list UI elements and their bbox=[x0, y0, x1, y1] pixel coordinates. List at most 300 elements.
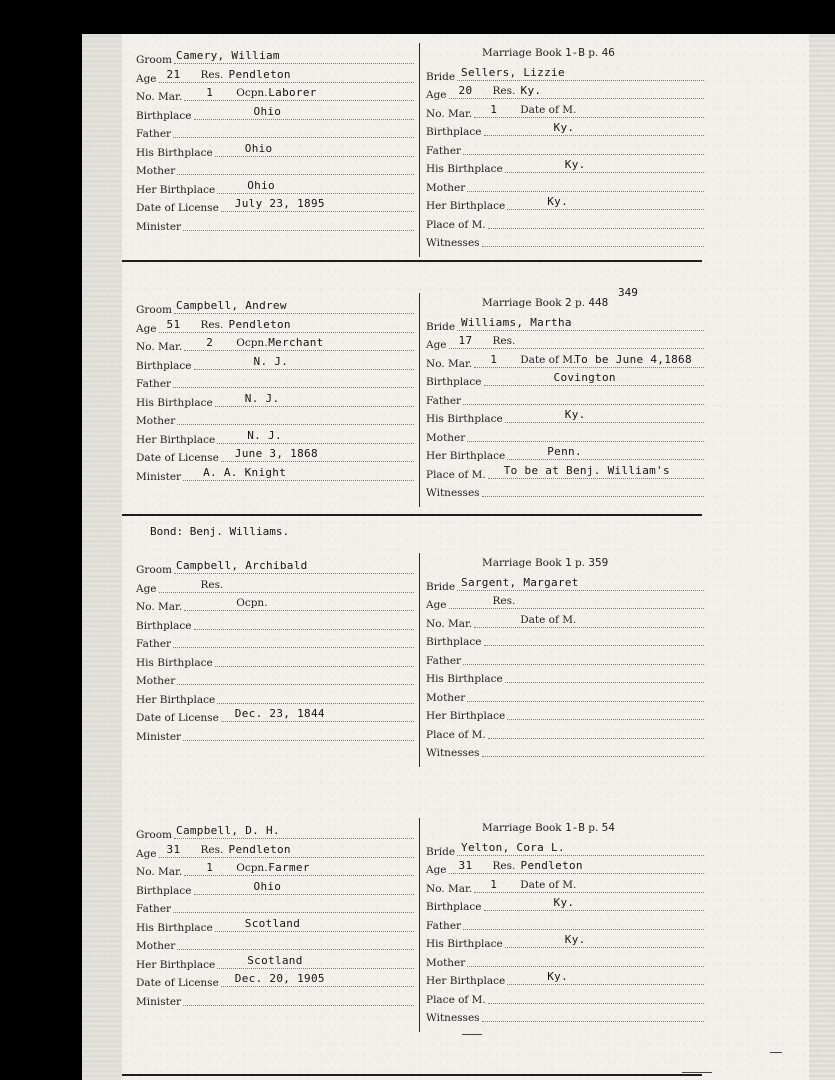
groom-his-birthplace-field-label: His Birthplace bbox=[136, 921, 213, 934]
groom-no-mar: 1 bbox=[206, 861, 214, 874]
groom-name-field-leader bbox=[174, 561, 414, 574]
bride-mother-field-leader bbox=[467, 689, 704, 702]
bride-his-birthplace-field bbox=[426, 160, 704, 175]
groom-res-value: Pendleton bbox=[228, 842, 291, 856]
bride-her-birthplace: Penn. bbox=[547, 445, 582, 458]
groom-ocpn-value: Laborer bbox=[268, 86, 317, 99]
groom-his-birthplace-field-label: His Birthplace bbox=[136, 396, 213, 409]
bride-witnesses-field-label: Witnesses bbox=[426, 487, 480, 499]
marriage-book-label: Marriage Book bbox=[482, 557, 566, 569]
bride-res-label: Res. bbox=[492, 595, 516, 607]
bride-birthplace-field-label: Birthplace bbox=[426, 901, 482, 913]
groom-mother-field-label: Mother bbox=[136, 165, 176, 177]
groom-birthplace-field-label: Birthplace bbox=[136, 619, 192, 632]
bride-birthplace-field-label: Birthplace bbox=[426, 376, 482, 388]
groom-no-mar-field-label: No. Mar. bbox=[136, 91, 183, 103]
bride-his-birthplace-field-leader bbox=[505, 935, 704, 948]
bride-no-mar-field-label: No. Mar. bbox=[426, 357, 473, 370]
groom-age-field-label: Age bbox=[136, 322, 157, 335]
bride-no-mar-field-label: No. Mar. bbox=[426, 882, 473, 895]
bride-name-field bbox=[426, 315, 704, 333]
marriage-book-page: 359 bbox=[588, 556, 609, 569]
bride-place-of-m-field bbox=[426, 991, 704, 1006]
bride-mother-field bbox=[426, 689, 704, 704]
bride-place-of-m-field bbox=[426, 726, 704, 741]
bride-father-field-label: Father bbox=[426, 654, 462, 667]
groom-date-of-license-field-leader bbox=[221, 449, 414, 462]
groom-ocpn-label: Ocpn. bbox=[236, 337, 268, 349]
bride-father-field bbox=[426, 392, 704, 407]
bride-her-birthplace-field bbox=[426, 447, 704, 462]
groom-mother-field-leader bbox=[177, 162, 414, 175]
bride-her-birthplace-field-leader bbox=[507, 447, 704, 460]
bride-birthplace-field-leader bbox=[484, 898, 704, 911]
bride-mother-field-label: Mother bbox=[426, 956, 466, 969]
bride-name: Williams, Martha bbox=[461, 315, 572, 329]
bride-place-of-m-field-label: Place of M. bbox=[426, 468, 486, 481]
bride-name-field-label: Bride bbox=[426, 70, 456, 83]
groom-mother-field bbox=[136, 412, 414, 427]
groom-minister-field bbox=[136, 465, 414, 483]
groom-his-birthplace-field bbox=[136, 654, 414, 669]
bride-witnesses-field-label: Witnesses bbox=[426, 237, 480, 249]
groom-res-label: Res. bbox=[200, 578, 224, 591]
groom-name-field-leader bbox=[174, 51, 414, 64]
column-separator bbox=[419, 43, 420, 257]
marriage-book-label: Marriage Book bbox=[482, 822, 566, 834]
column-separator bbox=[419, 818, 420, 1032]
bride-her-birthplace-field bbox=[426, 972, 704, 987]
groom-her-birthplace-field-label: Her Birthplace bbox=[136, 958, 216, 971]
groom-no-mar-field-leader bbox=[184, 598, 414, 611]
bride-no-mar: 1 bbox=[490, 102, 498, 116]
groom-her-birthplace-field bbox=[136, 691, 414, 706]
groom-date-of-license-field bbox=[136, 974, 414, 989]
bride-his-birthplace-field-leader bbox=[505, 670, 704, 683]
bride-witnesses-field-label: Witnesses bbox=[426, 747, 480, 759]
groom-name: Campbell, Archibald bbox=[176, 559, 308, 572]
bride-place-of-m-field bbox=[426, 216, 704, 231]
bride-name-field-leader bbox=[457, 575, 704, 591]
groom-minister: A. A. Knight bbox=[203, 465, 287, 479]
groom-no-mar-field bbox=[136, 88, 414, 103]
marriage-book-number: 1-B bbox=[565, 46, 585, 59]
bride-name: Sellers, Lizzie bbox=[461, 65, 565, 79]
bride-witnesses-field-leader bbox=[482, 234, 704, 247]
bride-no-mar-field-leader bbox=[474, 102, 704, 118]
record-divider bbox=[122, 514, 702, 516]
bride-name-field-leader bbox=[457, 840, 704, 856]
bride-mother-field bbox=[426, 429, 704, 444]
groom-name-field bbox=[136, 51, 414, 66]
bride-place-of-m-field-leader bbox=[488, 463, 704, 479]
groom-res-label: Res. bbox=[200, 843, 224, 856]
groom-no-mar-field-label: No. Mar. bbox=[136, 866, 183, 878]
groom-his-birthplace-field-leader bbox=[215, 391, 414, 407]
record-divider bbox=[122, 1074, 702, 1076]
groom-ocpn-value: Farmer bbox=[268, 861, 310, 874]
groom-mother-field-label: Mother bbox=[136, 940, 176, 952]
bride-age-field-leader bbox=[449, 336, 704, 349]
groom-birthplace-field-leader bbox=[194, 879, 414, 895]
groom-father-field bbox=[136, 900, 414, 915]
bride-birthplace-field-label: Birthplace bbox=[426, 636, 482, 648]
bride-his-birthplace-field bbox=[426, 935, 704, 950]
bride-birthplace-field bbox=[426, 633, 704, 648]
groom-res-label: Res. bbox=[200, 68, 224, 81]
groom-father-field-label: Father bbox=[136, 378, 172, 390]
groom-her-birthplace-field-leader bbox=[217, 691, 414, 704]
record-divider bbox=[122, 260, 702, 262]
groom-birthplace: N. J. bbox=[253, 354, 289, 368]
bride-no-mar-field bbox=[426, 877, 704, 895]
bride-mother-field-label: Mother bbox=[426, 431, 466, 444]
groom-age-field-label: Age bbox=[136, 72, 157, 85]
marriage-book-header bbox=[482, 47, 615, 59]
bride-place-of-m-field-leader bbox=[488, 991, 704, 1004]
groom-birthplace-field bbox=[136, 879, 414, 897]
bride-place-of-m-field-label: Place of M. bbox=[426, 993, 486, 1006]
bride-her-birthplace: Ky. bbox=[547, 195, 569, 208]
marriage-book-number: 1-B bbox=[565, 821, 585, 834]
groom-date-of-license-field bbox=[136, 709, 414, 724]
bride-mother-field-label: Mother bbox=[426, 691, 466, 704]
groom-her-birthplace-field bbox=[136, 428, 414, 446]
bride-place-of-m-field bbox=[426, 463, 704, 481]
bride-birthplace-field-label: Birthplace bbox=[426, 126, 482, 138]
bride-birthplace: Ky. bbox=[553, 896, 575, 909]
groom-minister-field-label: Minister bbox=[136, 220, 182, 233]
groom-date-of-license-field-label: Date of License bbox=[136, 452, 219, 464]
groom-father-field-leader bbox=[173, 900, 414, 913]
marriage-book-page: 46 bbox=[601, 46, 615, 59]
groom-his-birthplace-field-label: His Birthplace bbox=[136, 656, 213, 669]
bride-name-field-leader bbox=[457, 315, 704, 331]
scan-mark bbox=[682, 1072, 712, 1073]
bride-no-mar-field bbox=[426, 102, 704, 120]
marriage-book-header bbox=[482, 822, 615, 834]
bride-age-field bbox=[426, 861, 704, 876]
groom-minister-field bbox=[136, 728, 414, 743]
bride-his-birthplace-field-leader bbox=[505, 160, 704, 173]
bride-res-label: Res. bbox=[492, 85, 516, 97]
bride-father-field-leader bbox=[463, 142, 704, 155]
bride-mother-field-leader bbox=[467, 429, 704, 442]
marriage-book-label: Marriage Book bbox=[482, 47, 566, 59]
groom-minister-field-label: Minister bbox=[136, 995, 182, 1008]
bride-name-field-label: Bride bbox=[426, 580, 456, 593]
bride-her-birthplace-field-label: Her Birthplace bbox=[426, 200, 506, 212]
bride-name-field bbox=[426, 575, 704, 593]
groom-father-field bbox=[136, 375, 414, 390]
groom-father-field-label: Father bbox=[136, 638, 172, 650]
bride-her-birthplace-field-leader bbox=[507, 707, 704, 720]
groom-mother-field-label: Mother bbox=[136, 415, 176, 427]
groom-age-field bbox=[136, 580, 414, 595]
groom-her-birthplace-field-label: Her Birthplace bbox=[136, 183, 216, 196]
bride-no-mar-field-label: No. Mar. bbox=[426, 617, 473, 630]
groom-minister-field bbox=[136, 218, 414, 233]
groom-her-birthplace-field bbox=[136, 178, 414, 196]
groom-mother-field bbox=[136, 672, 414, 687]
groom-age-field bbox=[136, 317, 414, 335]
groom-res-value: Pendleton bbox=[228, 67, 291, 81]
groom-his-birthplace: Scotland bbox=[244, 916, 301, 930]
bride-place-of-m-field-label: Place of M. bbox=[426, 728, 486, 741]
bride-age-field-label: Age bbox=[426, 864, 447, 876]
marriage-book-page-label: p. bbox=[584, 822, 602, 834]
bride-date-of-m-value: To be June 4,1868 bbox=[574, 352, 692, 366]
bride-birthplace-field bbox=[426, 898, 704, 913]
bride-her-birthplace-field-label: Her Birthplace bbox=[426, 450, 506, 462]
bride-name-field-label: Bride bbox=[426, 845, 456, 858]
marriage-book-header bbox=[482, 557, 608, 569]
groom-her-birthplace-field bbox=[136, 953, 414, 971]
bride-witnesses-field bbox=[426, 234, 704, 249]
groom-date-of-license: June 3, 1868 bbox=[234, 447, 318, 460]
groom-his-birthplace-field bbox=[136, 141, 414, 159]
groom-mother-field bbox=[136, 937, 414, 952]
groom-no-mar-field-label: No. Mar. bbox=[136, 341, 183, 353]
groom-minister-field bbox=[136, 993, 414, 1008]
marriage-book-number: 2 bbox=[565, 296, 572, 309]
bride-father-field-leader bbox=[463, 652, 704, 665]
bride-no-mar: 1 bbox=[490, 877, 498, 891]
bride-mother-field bbox=[426, 179, 704, 194]
bride-no-mar: 1 bbox=[490, 352, 498, 366]
bride-date-of-m-label: Date of M. bbox=[520, 613, 577, 626]
column-separator bbox=[419, 293, 420, 507]
bride-her-birthplace: Ky. bbox=[547, 970, 569, 983]
groom-his-birthplace-field-leader bbox=[215, 654, 414, 667]
column-separator bbox=[419, 553, 420, 767]
bride-res-value: Pendleton bbox=[520, 859, 583, 872]
bride-mother-field bbox=[426, 954, 704, 969]
groom-age-field-leader bbox=[159, 67, 414, 83]
groom-name-field bbox=[136, 826, 414, 841]
groom-her-birthplace-field-leader bbox=[217, 428, 414, 444]
groom-date-of-license-field-leader bbox=[221, 199, 414, 212]
groom-age-field-label: Age bbox=[136, 847, 157, 860]
bride-place-of-m-field-leader bbox=[488, 216, 704, 229]
bride-father-field-leader bbox=[463, 392, 704, 405]
bride-age-field-label: Age bbox=[426, 339, 447, 351]
groom-birthplace-field-label: Birthplace bbox=[136, 359, 192, 372]
bride-his-birthplace-field-label: His Birthplace bbox=[426, 673, 503, 685]
groom-no-mar: 1 bbox=[206, 86, 214, 99]
groom-date-of-license-field-label: Date of License bbox=[136, 977, 219, 989]
groom-minister-field-label: Minister bbox=[136, 730, 182, 743]
groom-no-mar-field bbox=[136, 338, 414, 353]
marriage-book-header bbox=[482, 297, 608, 309]
bride-father-field bbox=[426, 142, 704, 157]
groom-birthplace: Ohio bbox=[253, 104, 282, 118]
bride-age: 20 bbox=[458, 84, 473, 97]
bride-age: 17 bbox=[458, 334, 473, 347]
bride-date-of-m-label: Date of M. bbox=[520, 878, 577, 891]
bride-witnesses-field bbox=[426, 1009, 704, 1024]
groom-res-label: Res. bbox=[200, 318, 224, 331]
groom-age-field-leader bbox=[159, 580, 414, 593]
groom-mother-field-label: Mother bbox=[136, 675, 176, 687]
bride-mother-field-leader bbox=[467, 954, 704, 967]
bride-birthplace-field-leader bbox=[484, 373, 704, 386]
bride-place-of-m-field-leader bbox=[488, 726, 704, 739]
bride-witnesses-field-leader bbox=[482, 744, 704, 757]
groom-age-field bbox=[136, 67, 414, 85]
bride-res-label: Res. bbox=[492, 335, 516, 347]
bride-her-birthplace-field bbox=[426, 197, 704, 212]
bride-his-birthplace: Ky. bbox=[564, 158, 586, 171]
bride-no-mar-field-leader bbox=[474, 352, 704, 368]
bride-his-birthplace: Ky. bbox=[564, 933, 586, 946]
groom-date-of-license-field-leader bbox=[221, 709, 414, 722]
groom-birthplace-field bbox=[136, 104, 414, 122]
groom-her-birthplace-field-label: Her Birthplace bbox=[136, 693, 216, 706]
groom-mother-field-leader bbox=[177, 412, 414, 425]
bride-place-of-m: To be at Benj. William's bbox=[503, 463, 670, 477]
groom-minister-field-leader bbox=[183, 728, 414, 741]
groom-date-of-license-field-leader bbox=[221, 974, 414, 987]
groom-minister-field-leader bbox=[183, 465, 414, 481]
bride-father-field-label: Father bbox=[426, 919, 462, 932]
bride-his-birthplace-field-label: His Birthplace bbox=[426, 938, 503, 950]
groom-name-field bbox=[136, 301, 414, 316]
groom-birthplace-field-label: Birthplace bbox=[136, 109, 192, 122]
bride-no-mar-field bbox=[426, 352, 704, 370]
groom-age: 21 bbox=[166, 67, 181, 81]
groom-date-of-license-field bbox=[136, 199, 414, 214]
bride-age-field-leader bbox=[449, 86, 704, 99]
groom-his-birthplace: N. J. bbox=[244, 391, 280, 405]
groom-birthplace: Ohio bbox=[253, 879, 282, 893]
groom-her-birthplace-field-leader bbox=[217, 953, 414, 969]
marriage-book-number: 1 bbox=[565, 556, 572, 569]
groom-his-birthplace-field-leader bbox=[215, 916, 414, 932]
bride-birthplace: Covington bbox=[553, 371, 616, 384]
scanned-right-edge bbox=[809, 34, 835, 1080]
groom-birthplace-field-label: Birthplace bbox=[136, 884, 192, 897]
bride-birthplace-field bbox=[426, 373, 704, 388]
groom-name: Campbell, Andrew bbox=[176, 299, 287, 312]
bride-her-birthplace-field-label: Her Birthplace bbox=[426, 710, 506, 722]
groom-minister-field-leader bbox=[183, 218, 414, 231]
groom-age-field-leader bbox=[159, 842, 414, 858]
scan-mark bbox=[770, 1052, 782, 1053]
scan-mark bbox=[462, 1034, 482, 1035]
bride-no-mar-field-label: No. Mar. bbox=[426, 107, 473, 120]
bride-birthplace-field-leader bbox=[484, 123, 704, 136]
bride-her-birthplace-field-label: Her Birthplace bbox=[426, 975, 506, 987]
groom-no-mar-field-leader bbox=[184, 863, 414, 876]
bride-age-field-leader bbox=[449, 596, 704, 609]
bride-place-of-m-field-label: Place of M. bbox=[426, 218, 486, 231]
groom-his-birthplace: Ohio bbox=[244, 141, 273, 155]
bride-name-field-label: Bride bbox=[426, 320, 456, 333]
bride-her-birthplace-field-leader bbox=[507, 972, 704, 985]
groom-name-field bbox=[136, 561, 414, 576]
groom-no-mar-field-label: No. Mar. bbox=[136, 601, 183, 613]
groom-father-field bbox=[136, 635, 414, 650]
groom-ocpn-value: Merchant bbox=[268, 336, 324, 349]
groom-his-birthplace-field bbox=[136, 916, 414, 934]
groom-no-mar-field bbox=[136, 598, 414, 613]
bride-his-birthplace-field bbox=[426, 410, 704, 425]
scanned-left-edge bbox=[82, 34, 122, 1080]
groom-birthplace-field bbox=[136, 354, 414, 372]
groom-her-birthplace: N. J. bbox=[247, 428, 282, 442]
bride-age: 31 bbox=[458, 859, 473, 872]
bride-her-birthplace-field bbox=[426, 707, 704, 722]
groom-no-mar: 2 bbox=[206, 336, 214, 349]
marriage-book-page-label: p. bbox=[571, 557, 589, 569]
groom-no-mar-field bbox=[136, 863, 414, 878]
bride-name: Sargent, Margaret bbox=[461, 575, 579, 589]
groom-his-birthplace-field-label: His Birthplace bbox=[136, 146, 213, 159]
bride-date-of-m-label: Date of M. bbox=[520, 353, 577, 366]
marriage-record-page bbox=[82, 34, 835, 1080]
bride-father-field-label: Father bbox=[426, 394, 462, 407]
groom-name-field-label: Groom bbox=[136, 304, 173, 316]
groom-date-of-license: Dec. 23, 1844 bbox=[234, 707, 325, 720]
bride-birthplace-field-leader bbox=[484, 633, 704, 646]
groom-name-field-label: Groom bbox=[136, 829, 173, 841]
bride-age-field-label: Age bbox=[426, 599, 447, 611]
groom-no-mar-field-leader bbox=[184, 88, 414, 101]
bride-his-birthplace-field-label: His Birthplace bbox=[426, 413, 503, 425]
bride-birthplace: Ky. bbox=[553, 121, 575, 134]
groom-mother-field-leader bbox=[177, 937, 414, 950]
bride-res-label: Res. bbox=[492, 860, 516, 872]
groom-ocpn-label: Ocpn. bbox=[236, 87, 268, 99]
bride-no-mar-field bbox=[426, 615, 704, 630]
groom-father-field-leader bbox=[173, 635, 414, 648]
groom-age-field-label: Age bbox=[136, 582, 157, 595]
groom-date-of-license-field-label: Date of License bbox=[136, 202, 219, 214]
groom-res-value: Pendleton bbox=[228, 317, 291, 331]
bride-no-mar-field-leader bbox=[474, 615, 704, 628]
groom-ocpn-label: Ocpn. bbox=[236, 597, 268, 609]
bride-witnesses-field bbox=[426, 744, 704, 759]
groom-mother-field bbox=[136, 162, 414, 177]
marriage-book-page-label: p. bbox=[584, 47, 602, 59]
groom-ocpn-label: Ocpn. bbox=[236, 862, 268, 874]
groom-date-of-license: Dec. 20, 1905 bbox=[234, 972, 325, 985]
groom-father-field-label: Father bbox=[136, 903, 172, 915]
bride-witnesses-field-leader bbox=[482, 484, 704, 497]
bride-father-field-label: Father bbox=[426, 144, 462, 157]
bond-note: Bond: Benj. Williams. bbox=[150, 524, 290, 538]
bride-his-birthplace-field bbox=[426, 670, 704, 685]
bride-mother-field-leader bbox=[467, 179, 704, 192]
groom-age: 31 bbox=[166, 842, 181, 856]
groom-birthplace-field-leader bbox=[194, 354, 414, 370]
groom-birthplace-field bbox=[136, 617, 414, 632]
bride-age-field-leader bbox=[449, 861, 704, 874]
groom-his-birthplace-field bbox=[136, 391, 414, 409]
bride-father-field-leader bbox=[463, 917, 704, 930]
groom-date-of-license-field-label: Date of License bbox=[136, 712, 219, 724]
groom-name-field-label: Groom bbox=[136, 564, 173, 576]
groom-date-of-license: July 23, 1895 bbox=[234, 197, 325, 210]
groom-no-mar-field-leader bbox=[184, 338, 414, 351]
groom-minister-field-leader bbox=[183, 993, 414, 1006]
groom-birthplace-field-leader bbox=[194, 617, 414, 630]
bride-witnesses-field-label: Witnesses bbox=[426, 1012, 480, 1024]
groom-his-birthplace-field-leader bbox=[215, 141, 414, 157]
groom-age-field-leader bbox=[159, 317, 414, 333]
bride-date-of-m-label: Date of M. bbox=[520, 103, 577, 116]
